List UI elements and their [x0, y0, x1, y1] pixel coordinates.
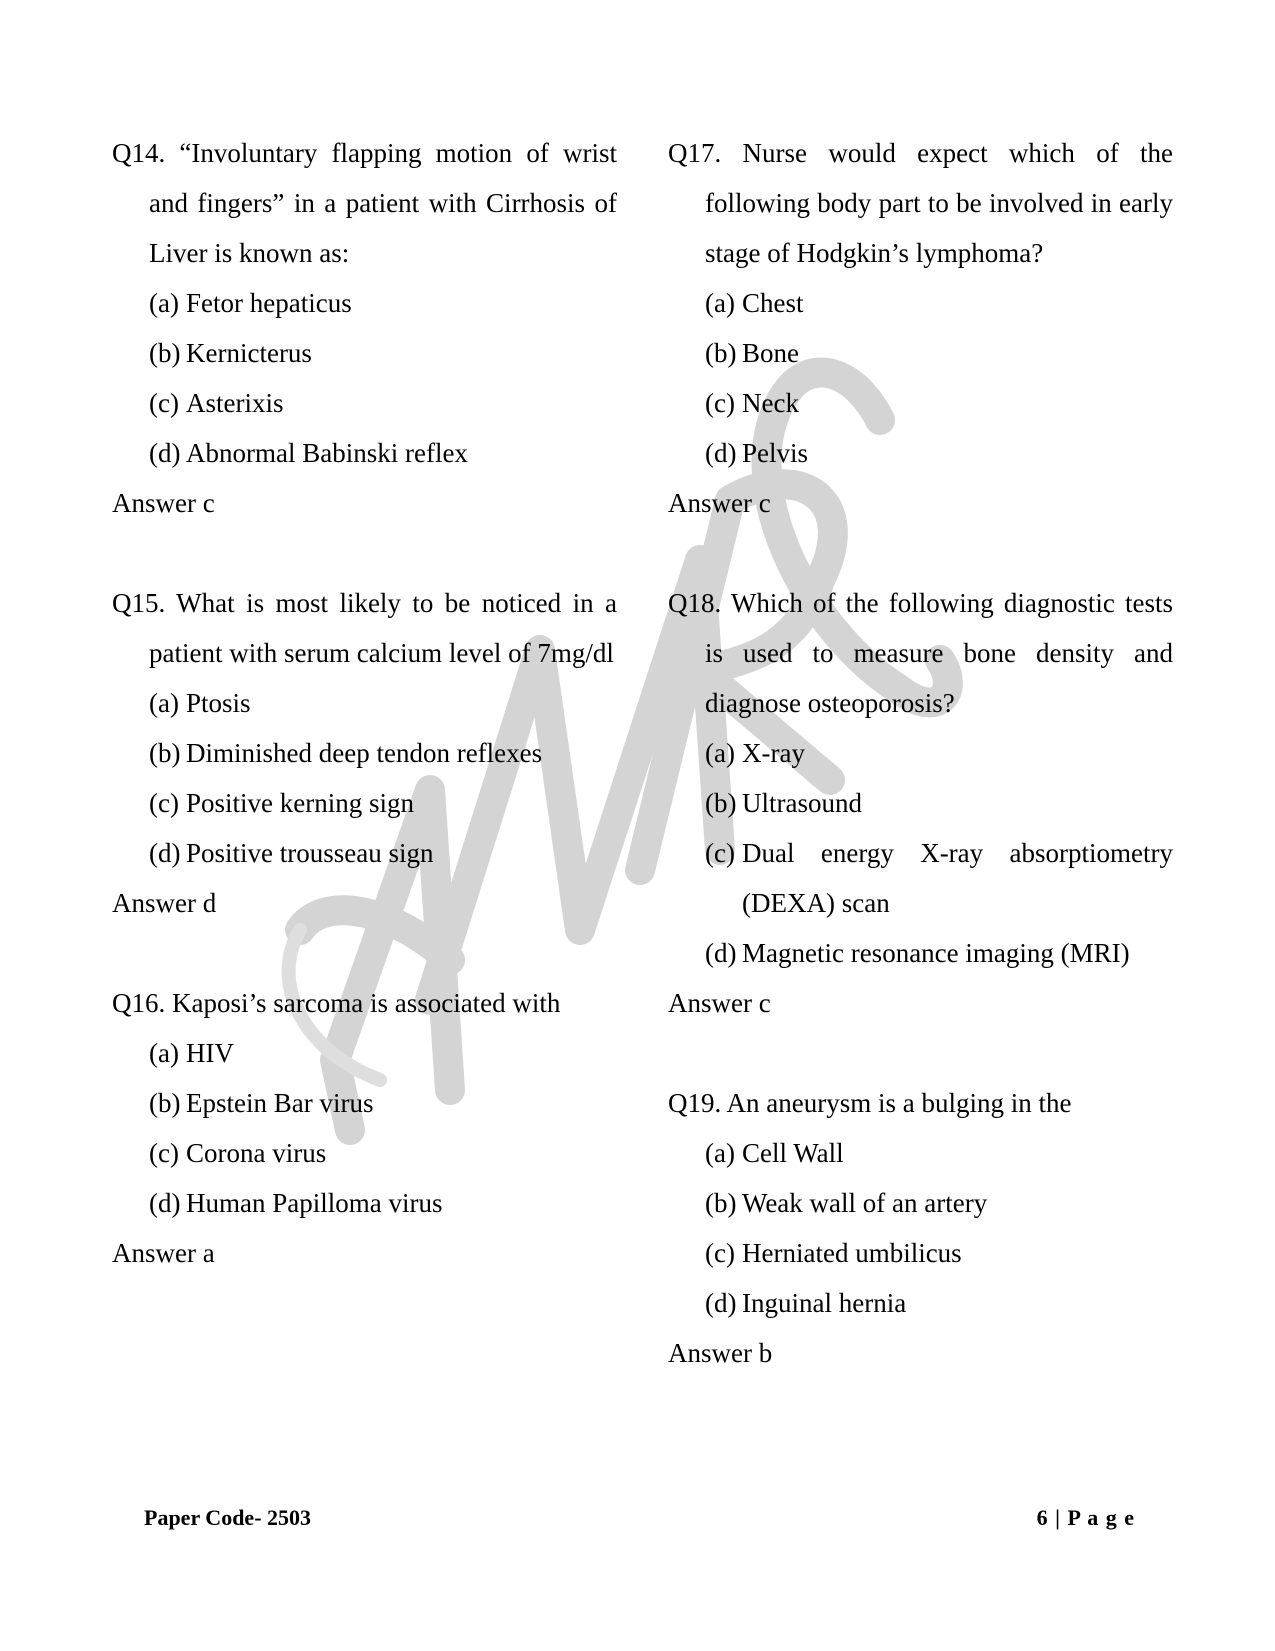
option-d — [112, 828, 617, 878]
question-text: Q15. What is most likely to be noticed in a patient with serum calcium level of 7mg/dl — [112, 588, 617, 668]
option-label: (b) — [149, 738, 181, 768]
answer: Answer d — [112, 888, 217, 918]
option-text: Dual energy X-ray absorptiometry (DEXA) scan — [742, 838, 1173, 918]
option-c — [112, 778, 617, 828]
option-text: Human Papilloma virus — [186, 1188, 443, 1218]
question-q17 — [668, 128, 1173, 528]
question-q18 — [668, 578, 1173, 1028]
option-label: (a) — [149, 1038, 179, 1068]
option-d — [668, 428, 1173, 478]
option-label: (d) — [149, 1188, 181, 1218]
option-text: HIV — [186, 1038, 234, 1068]
option-label: (a) — [149, 688, 179, 718]
answer: Answer b — [668, 1338, 773, 1368]
option-c — [112, 378, 617, 428]
option-a — [668, 278, 1173, 328]
option-text: Corona virus — [186, 1138, 327, 1168]
option-label: (b) — [705, 338, 737, 368]
paper-code: Paper Code- 2503 — [144, 1505, 312, 1530]
option-text: Ptosis — [186, 688, 251, 718]
option-c — [668, 828, 1173, 928]
option-d — [668, 928, 1173, 978]
option-b — [112, 728, 617, 778]
option-label: (d) — [705, 938, 737, 968]
option-label: (b) — [705, 1188, 737, 1218]
right-column — [668, 128, 1173, 1378]
option-label: (c) — [149, 788, 179, 818]
option-text: Inguinal hernia — [742, 1288, 907, 1318]
option-label: (a) — [705, 1138, 735, 1168]
option-text: Cell Wall — [742, 1138, 844, 1168]
option-text: Fetor hepaticus — [186, 288, 352, 318]
option-c — [668, 1228, 1173, 1278]
option-label: (c) — [705, 838, 735, 868]
option-text: Positive trousseau sign — [186, 838, 434, 868]
option-label: (d) — [149, 838, 181, 868]
answer: Answer c — [668, 488, 771, 518]
option-label: (d) — [149, 438, 181, 468]
answer: Answer c — [112, 488, 215, 518]
option-b — [668, 1178, 1173, 1228]
option-text: Positive kerning sign — [186, 788, 414, 818]
question-q15 — [112, 578, 617, 928]
left-column — [112, 128, 617, 1278]
option-text: Neck — [742, 388, 799, 418]
option-label: (a) — [149, 288, 179, 318]
question-text: Q19. An aneurysm is a bulging in the — [668, 1088, 1072, 1118]
option-label: (b) — [705, 788, 737, 818]
page-number: 6 | P a g e — [1036, 1505, 1135, 1530]
option-a — [112, 278, 617, 328]
option-label: (c) — [705, 388, 735, 418]
option-label: (c) — [705, 1238, 735, 1268]
answer: Answer c — [668, 988, 771, 1018]
option-text: Pelvis — [742, 438, 809, 468]
option-d — [112, 1178, 617, 1228]
option-text: Herniated umbilicus — [742, 1238, 962, 1268]
option-c — [668, 378, 1173, 428]
answer: Answer a — [112, 1238, 215, 1268]
option-text: Asterixis — [186, 388, 284, 418]
option-text: Chest — [742, 288, 804, 318]
option-text: Diminished deep tendon reflexes — [186, 738, 543, 768]
option-d — [668, 1278, 1173, 1328]
option-label: (b) — [149, 338, 181, 368]
option-a — [668, 728, 1173, 778]
option-label: (d) — [705, 438, 737, 468]
option-text: Ultrasound — [742, 788, 862, 818]
question-q16 — [112, 978, 617, 1278]
option-label: (a) — [705, 738, 735, 768]
option-d — [112, 428, 617, 478]
option-a — [112, 678, 617, 728]
option-label: (a) — [705, 288, 735, 318]
question-q19 — [668, 1078, 1173, 1378]
option-b — [668, 778, 1173, 828]
option-label: (c) — [149, 1138, 179, 1168]
option-text: Magnetic resonance imaging (MRI) — [742, 938, 1130, 968]
option-c — [112, 1128, 617, 1178]
option-text: Abnormal Babinski reflex — [186, 438, 468, 468]
option-text: X-ray — [742, 738, 805, 768]
question-text: Q14. “Involuntary flapping motion of wrist and fingers” in a patient with Cirrhosis of Liver is known as: — [112, 138, 617, 268]
option-label: (d) — [705, 1288, 737, 1318]
option-a — [668, 1128, 1173, 1178]
option-b — [112, 328, 617, 378]
option-text: Bone — [742, 338, 799, 368]
option-a — [112, 1028, 617, 1078]
question-q14 — [112, 128, 617, 528]
option-b — [112, 1078, 617, 1128]
option-label: (b) — [149, 1088, 181, 1118]
question-text: Q16. Kaposi’s sarcoma is associated with — [112, 988, 561, 1018]
option-text: Epstein Bar virus — [186, 1088, 374, 1118]
question-text: Q18. Which of the following diagnostic tests is used to measure bone density and diagnose osteoporosis? — [668, 588, 1173, 718]
question-text: Q17. Nurse would expect which of the following body part to be involved in early stage of Hodgkin’s lymphoma? — [668, 138, 1173, 268]
option-label: (c) — [149, 388, 179, 418]
option-text: Kernicterus — [186, 338, 312, 368]
option-text: Weak wall of an artery — [742, 1188, 988, 1218]
option-b — [668, 328, 1173, 378]
